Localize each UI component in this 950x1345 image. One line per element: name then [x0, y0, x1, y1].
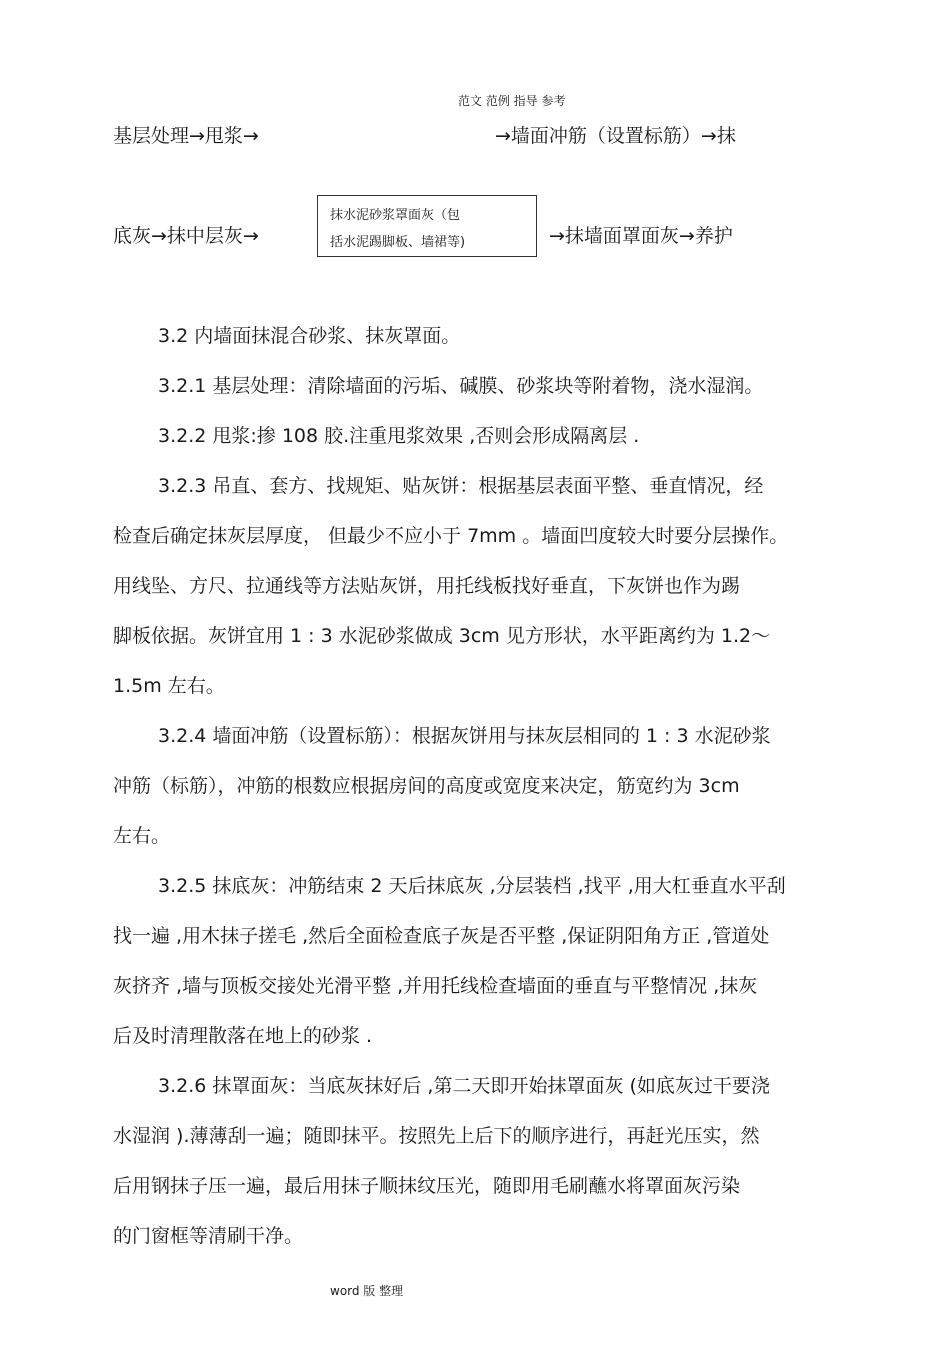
flow-box-line-2: 括水泥踢脚板、墙裙等) [330, 235, 466, 250]
paragraph-line: 3.2.3 吊直、套方、找规矩、贴灰饼：根据基层表面平整、垂直情况，经 [158, 475, 764, 497]
paragraph-line: 脚板依据。灰饼宜用 1 : 3 水泥砂浆做成 3cm 见方形状，水平距离约为 1.2～ [113, 625, 771, 647]
flow-box-line-1: 抹水泥砂浆罩面灰（包 [330, 208, 461, 223]
flow-box [317, 195, 537, 257]
flow-step-1: 基层处理→甩浆→ [113, 125, 259, 147]
paragraph-line: 水湿润 ).薄薄刮一遍；随即抹平。按照先上后下的顺序进行，再赶光压实，然 [113, 1125, 760, 1147]
flow-step-2: →墙面冲筋（设置标筋）→抹 [495, 125, 736, 147]
paragraph-line: 用线坠、方尺、拉通线等方法贴灰饼，用托线板找好垂直，下灰饼也作为踢 [113, 575, 741, 597]
paragraph-line: 找一遍 ,用木抹子搓毛 ,然后全面检查底子灰是否平整 ,保证阴阳角方正 ,管道处 [113, 925, 770, 947]
paragraph-line: 灰挤齐 ,墙与顶板交接处光滑平整 ,并用托线检查墙面的垂直与平整情况 ,抹灰 [113, 975, 758, 997]
paragraph-line: 1.5m 左右。 [113, 675, 225, 697]
paragraph-line: 检查后确定抹灰层厚度， 但最少不应小于 7mm 。墙面凹度较大时要分层操作。 [113, 525, 789, 547]
flow-step-4: →抹墙面罩面灰→养护 [549, 225, 733, 247]
paragraph-line: 冲筋（标筋），冲筋的根数应根据房间的高度或宽度来决定，筋宽约为 3cm [113, 775, 740, 797]
paragraph-line: 3.2.2 甩浆:掺 108 胶.注重甩浆效果 ,否则会形成隔离层 . [158, 425, 640, 447]
paragraph-line: 后用钢抹子压一遍，最后用抹子顺抹纹压光，随即用毛刷蘸水将罩面灰污染 [113, 1175, 741, 1197]
paragraph-line: 后及时清理散落在地上的砂浆 . [113, 1025, 373, 1047]
paragraph-line: 3.2.6 抹罩面灰：当底灰抹好后 ,第二天即开始抹罩面灰 (如底灰过干要浇 [158, 1075, 770, 1097]
page-footer: word 版 整理 [330, 1284, 404, 1298]
paragraph-line: 左右。 [113, 825, 171, 847]
flow-step-3: 底灰→抹中层灰→ [113, 225, 259, 247]
paragraph-line: 3.2.5 抹底灰：冲筋结束 2 天后抹底灰 ,分层装档 ,找平 ,用大杠垂直水平刮 [158, 875, 786, 897]
paragraph-line: 3.2.1 基层处理：清除墙面的污垢、碱膜、砂浆块等附着物，浇水湿润。 [158, 375, 764, 397]
paragraph-line: 3.2.4 墙面冲筋（设置标筋）：根据灰饼用与抹灰层相同的 1 : 3 水泥砂浆 [158, 725, 771, 747]
section-heading: 3.2 内墙面抹混合砂浆、抹灰罩面。 [158, 325, 461, 347]
page-header: 范文 范例 指导 参考 [458, 94, 566, 108]
paragraph-line: 的门窗框等清刷干净。 [113, 1225, 304, 1247]
